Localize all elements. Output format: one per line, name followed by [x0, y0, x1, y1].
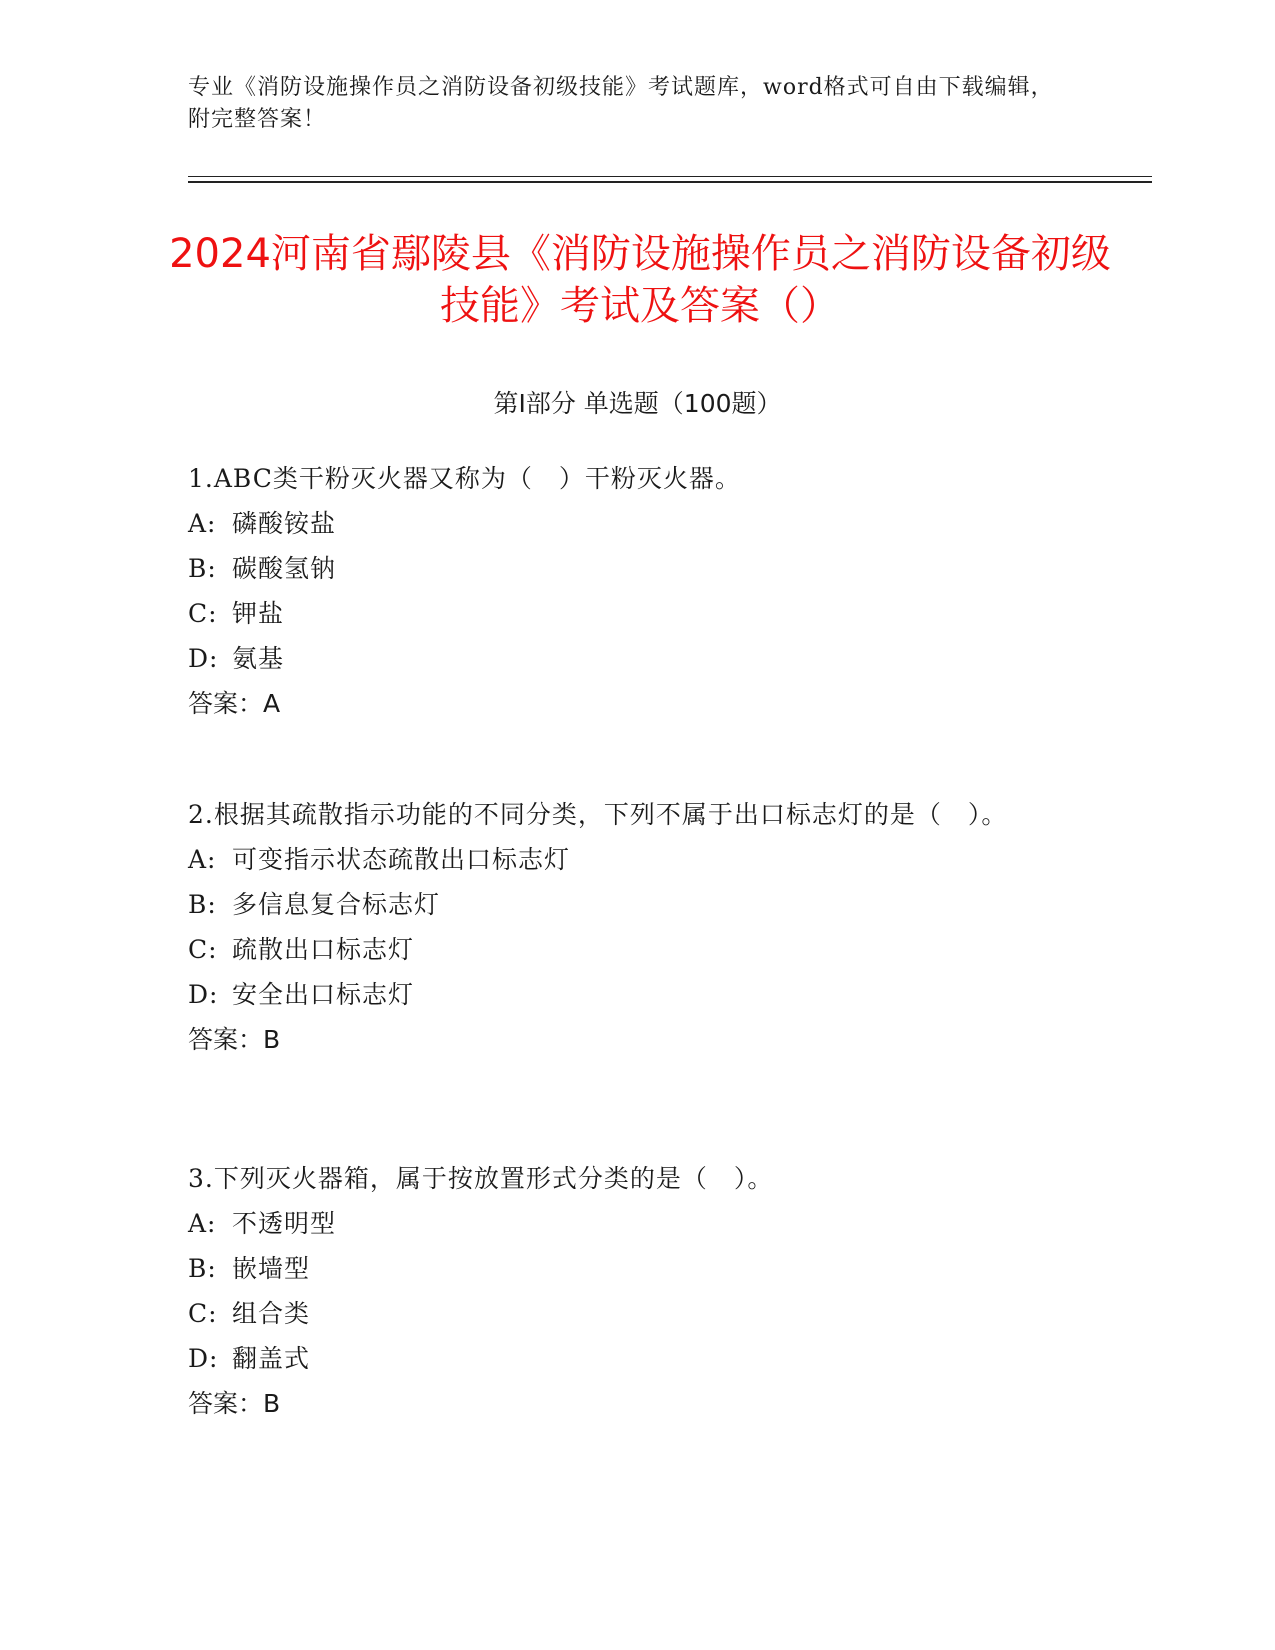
question-stem: 1.ABC类干粉灭火器又称为（ ）干粉灭火器。 — [188, 464, 741, 493]
option-text: 可变指示状态疏散出口标志灯 — [232, 845, 571, 874]
option-letter: C: — [188, 935, 218, 964]
option-b — [188, 882, 1048, 927]
question-3 — [188, 1156, 1048, 1426]
option-text: 钾盐 — [232, 599, 285, 628]
option-letter: A: — [188, 509, 217, 538]
option-d — [188, 1336, 1048, 1381]
answer-line: 答案：B — [188, 1389, 281, 1418]
option-b — [188, 546, 1048, 591]
document-header: 专业《消防设施操作员之消防设备初级技能》考试题库，word格式可自由下载编辑，附完整答案！ — [188, 75, 1054, 132]
option-c — [188, 927, 1048, 972]
option-d — [188, 972, 1048, 1017]
option-text: 氨基 — [232, 644, 285, 673]
option-text: 疏散出口标志灯 — [232, 935, 415, 964]
answer-line: 答案：B — [188, 1025, 281, 1054]
option-letter: D: — [188, 644, 219, 673]
answer-line: 答案：A — [188, 689, 281, 718]
header-divider-thin — [188, 176, 1152, 177]
option-letter: D: — [188, 1344, 219, 1373]
option-letter: C: — [188, 599, 218, 628]
option-text: 翻盖式 — [232, 1344, 311, 1373]
option-letter: C: — [188, 1299, 218, 1328]
option-b — [188, 1246, 1048, 1291]
option-text: 多信息复合标志灯 — [232, 890, 441, 919]
question-stem: 2.根据其疏散指示功能的不同分类，下列不属于出口标志灯的是（ ）。 — [188, 800, 1008, 829]
option-text: 安全出口标志灯 — [232, 980, 415, 1009]
option-a — [188, 1201, 1048, 1246]
option-letter: B: — [188, 554, 217, 583]
option-d — [188, 636, 1048, 681]
question-stem: 3.下列灭火器箱，属于按放置形式分类的是（ ）。 — [188, 1164, 774, 1193]
question-2 — [188, 792, 1048, 1062]
option-letter: B: — [188, 890, 217, 919]
option-a — [188, 837, 1048, 882]
option-text: 组合类 — [232, 1299, 311, 1328]
option-c — [188, 1291, 1048, 1336]
page-title: 2024河南省鄢陵县《消防设施操作员之消防设备初级技能》考试及答案（） — [169, 231, 1111, 329]
option-letter: D: — [188, 980, 219, 1009]
option-c — [188, 591, 1048, 636]
option-text: 磷酸铵盐 — [232, 509, 337, 538]
header-divider-thick — [188, 181, 1152, 183]
option-letter: B: — [188, 1254, 217, 1283]
option-text: 嵌墙型 — [232, 1254, 311, 1283]
option-text: 不透明型 — [232, 1209, 337, 1238]
section-heading: 第Ⅰ部分 单选题（100题） — [493, 389, 782, 418]
option-letter: A: — [188, 845, 217, 874]
option-a — [188, 501, 1048, 546]
option-letter: A: — [188, 1209, 217, 1238]
question-1 — [188, 456, 1048, 726]
option-text: 碳酸氢钠 — [232, 554, 337, 583]
